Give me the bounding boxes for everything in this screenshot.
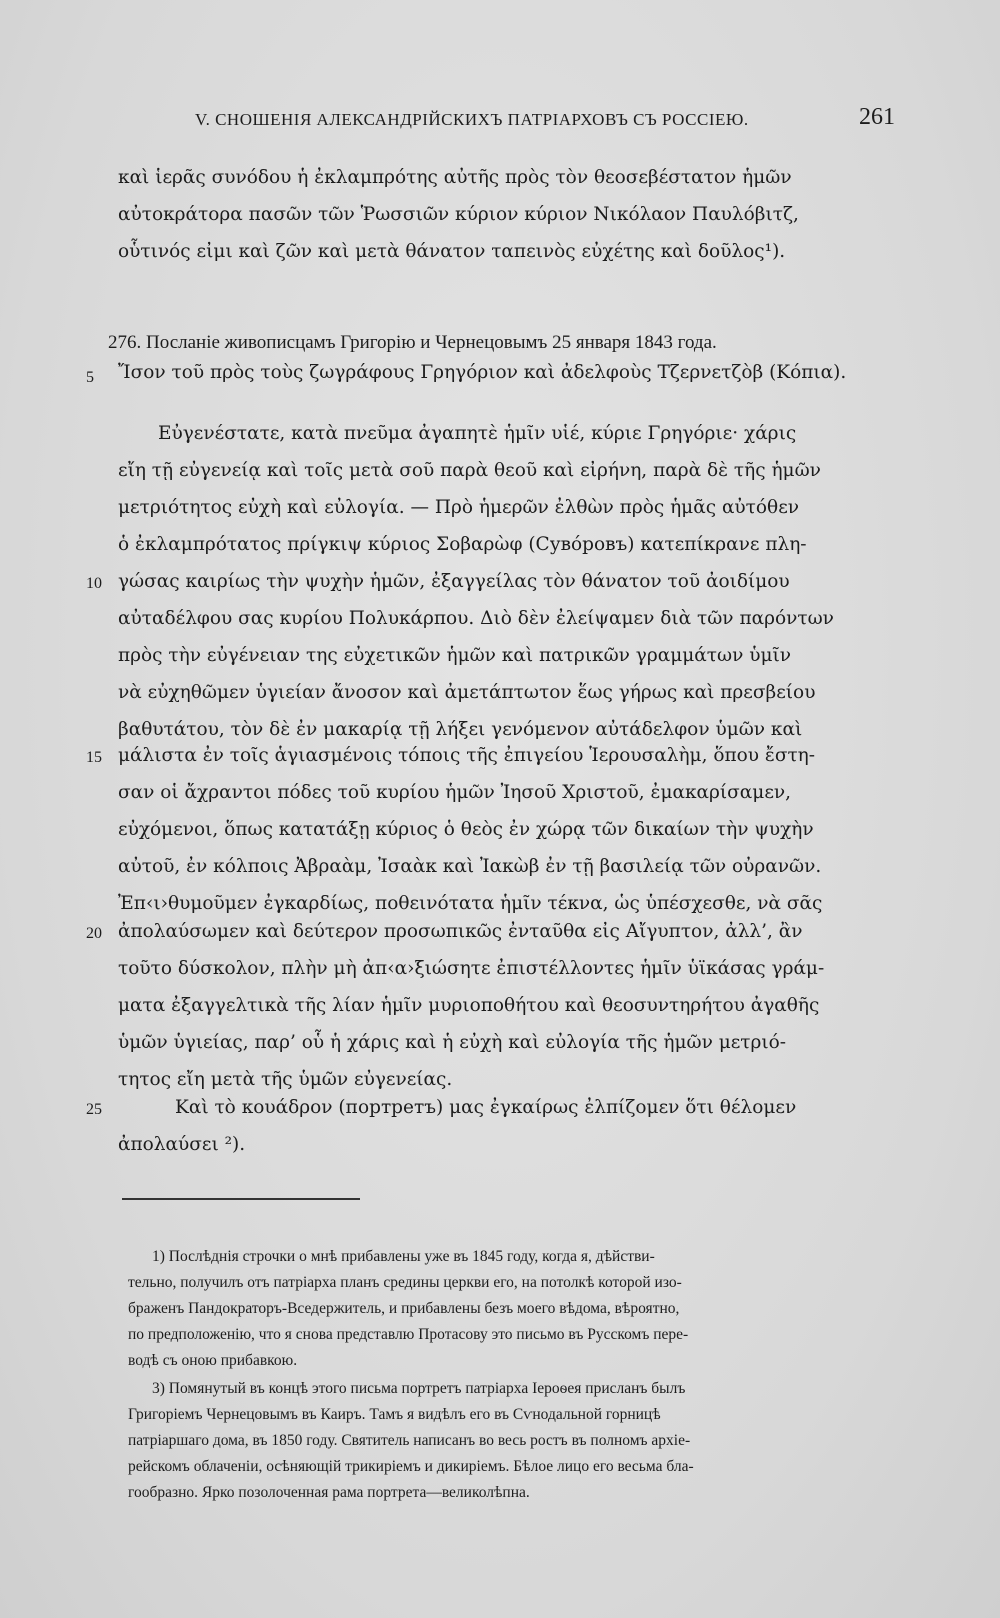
footnote-line: водѣ съ оною прибавкою.	[128, 1352, 298, 1369]
footnote-line: тельно, получилъ отъ патріарха планъ средины церкви его, на потолкѣ которой изо-	[128, 1274, 682, 1291]
text-line: ὁ ἐκλαμπρότατος πρίγκιψ κύριος Σοβαρὼφ (Сувóровъ) κατεπίκρανε πλη-	[118, 534, 807, 555]
text-line: αὐτοῦ, ἐν κόλποις Ἀβραὰμ, Ἰσαὰκ καὶ Ἰακὼβ ἐν τῇ βασιλείᾳ τῶν οὐρανῶν.	[118, 856, 822, 877]
text-line: τοῦτο δύσκολον, πλὴν μὴ ἀπ‹α›ξιώσητε ἐπιστέλλοντες ἡμῖν ὑϊκάσας γράμ-	[118, 958, 825, 979]
footnote-line: браженъ Пандократоръ-Вседержитель, и прибавлены безъ моего вѣдома, вѣроятно,	[128, 1300, 680, 1317]
text-line: καὶ ἱερᾶς συνόδου ἡ ἐκλαμπρότης αὐτῆς πρὸς τὸν θεοσεβέστατον ἡμῶν	[118, 167, 792, 188]
text-line: τητος εἴη μετὰ τῆς ὑμῶν εὐγενείας.	[118, 1069, 453, 1090]
text-line: μάλιστα ἐν τοῖς ἁγιασμένοις τόποις τῆς ἐπιγείου Ἱερουσαλὴμ, ὅπου ἔστη-	[118, 745, 816, 766]
text-line: αὐταδέλφου σας κυρίου Πολυκάρπου. Διὸ δὲν ἐλείψαμεν διὰ τῶν παρόντων	[118, 608, 834, 629]
text-line: εἴη τῇ εὐγενείᾳ καὶ τοῖς μετὰ σοῦ παρὰ θεοῦ καὶ εἰρήνη, παρὰ δὲ τῆς ἡμῶν	[118, 460, 821, 481]
text-line: πρὸς τὴν εὐγένειαν της εὐχετικῶν ἡμῶν καὶ πατρικῶν γραμμάτων ὑμῖν	[118, 645, 791, 666]
line-number: 25	[86, 1101, 102, 1118]
text-line: Εὐγενέστατε, κατὰ πνεῦμα ἀγαπητὲ ἡμῖν υἱέ, κύριε Γρηγόριε· χάρις	[158, 423, 797, 444]
footnote-line: гообразно. Ярко позолоченная рама портрета—великолѣпна.	[128, 1484, 530, 1501]
page-number: 261	[859, 104, 895, 130]
text-line: γώσας καιρίως τὴν ψυχὴν ἡμῶν, ἐξαγγείλας τὸν θάνατον τοῦ ἀοιδίμου	[118, 571, 790, 592]
text-line: οὗτινός εἰμι καὶ ζῶν καὶ μετὰ θάνατον ταπεινὸς εὐχέτης καὶ δοῦλος¹).	[118, 241, 786, 262]
footnote-line: патріаршаго дома, въ 1850 году. Святитель написанъ во весь ростъ въ полномъ архіе-	[128, 1432, 691, 1449]
text-line: Καὶ τὸ κουάδρον (портретъ) μας ἐγκαίρως ἐλπίζομεν ὅτι θέλομεν	[175, 1097, 797, 1118]
line-number: 20	[86, 925, 102, 942]
line-number: 5	[86, 369, 94, 386]
document-heading-ru: 276. Посланіе живописцамъ Григорію и Чернецовымъ 25 января 1843 года.	[108, 332, 717, 353]
running-header	[195, 104, 895, 134]
text-line: νὰ εὐχηθῶμεν ὑγιείαν ἄνοσον καὶ ἀμετάπτωτον ἕως γήρως καὶ πρεσβείου	[118, 682, 816, 703]
line-number: 10	[86, 575, 102, 592]
footnote-line: 1) Послѣднія строчки о мнѣ прибавлены уже въ 1845 году, когда я, дѣйстви-	[152, 1248, 655, 1265]
text-line: μετριότητος εὐχὴ καὶ εὐλογία. — Πρὸ ἡμερῶν ἐλθὼν πρὸς ἡμᾶς αὐτόθεν	[118, 497, 800, 518]
document-heading-gr: Ἴσον τοῦ πρὸς τοὺς ζωγράφους Γρηγόριον καὶ ἀδελφοὺς Τζερνετζὸβ (Κόπια).	[118, 362, 847, 383]
text-line: ὑμῶν ὑγιείας, παρ’ οὗ ἡ χάρις καὶ ἡ εὐχὴ καὶ εὐλογία τῆς ἡμῶν μετριό-	[118, 1032, 787, 1053]
text-line: εὐχόμενοι, ὅπως κατατάξῃ κύριος ὁ θεὸς ἐν χώρᾳ τῶν δικαίων τὴν ψυχὴν	[118, 819, 814, 840]
footnote-separator	[122, 1198, 360, 1200]
line-number: 15	[86, 749, 102, 766]
text-line: ἀπολαύσει ²).	[118, 1134, 246, 1155]
chapter-title: V. СНОШЕНІЯ АЛЕКСАНДРІЙСКИХЪ ПАТРІАРХОВЪ СЪ РОССІЕЮ.	[195, 110, 749, 129]
text-line: βαθυτάτου, τὸν δὲ ἐν μακαρίᾳ τῇ λήξει γενόμενον αὐτάδελφον ὑμῶν καὶ	[118, 719, 803, 740]
footnote-line: рейскомъ облаченіи, осѣняющій трикиріемъ и дикиріемъ. Бѣлое лицо его весьма бла-	[128, 1458, 694, 1475]
text-line: σαν οἱ ἄχραντοι πόδες τοῦ κυρίου ἡμῶν Ἰησοῦ Χριστοῦ, ἐμακαρίσαμεν,	[118, 782, 792, 803]
footnote-line: по предположенію, что я снова представлю Протасову это письмо въ Русскомъ пере-	[128, 1326, 689, 1343]
footnote-line: 3) Помянутый въ концѣ этого письма портретъ патріарха Іероѳея присланъ былъ	[152, 1380, 686, 1397]
text-line: αὐτοκράτορα πασῶν τῶν Ῥωσσιῶν κύριον κύριον Νικόλαον Παυλόβιτζ,	[118, 204, 799, 225]
text-line: Ἐπ‹ι›θυμοῦμεν ἐγκαρδίως, ποθεινότατα ἡμῖν τέκνα, ὡς ὑπέσχεσθε, νὰ σᾶς	[118, 893, 823, 914]
text-line: ἀπολαύσωμεν καὶ δεύτερον προσωπικῶς ἐνταῦθα εἰς Αἴγυπτον, ἀλλ’, ἂν	[118, 921, 803, 942]
text-line: ματα ἐξαγγελτικὰ τῆς λίαν ἡμῖν μυριοποθήτου καὶ θεοσυντηρήτου ἀγαθῆς	[118, 995, 820, 1016]
footnote-line: Григоріемъ Чернецовымъ въ Каиръ. Тамъ я видѣлъ его въ Сѵнодальной горницѣ	[128, 1406, 661, 1423]
